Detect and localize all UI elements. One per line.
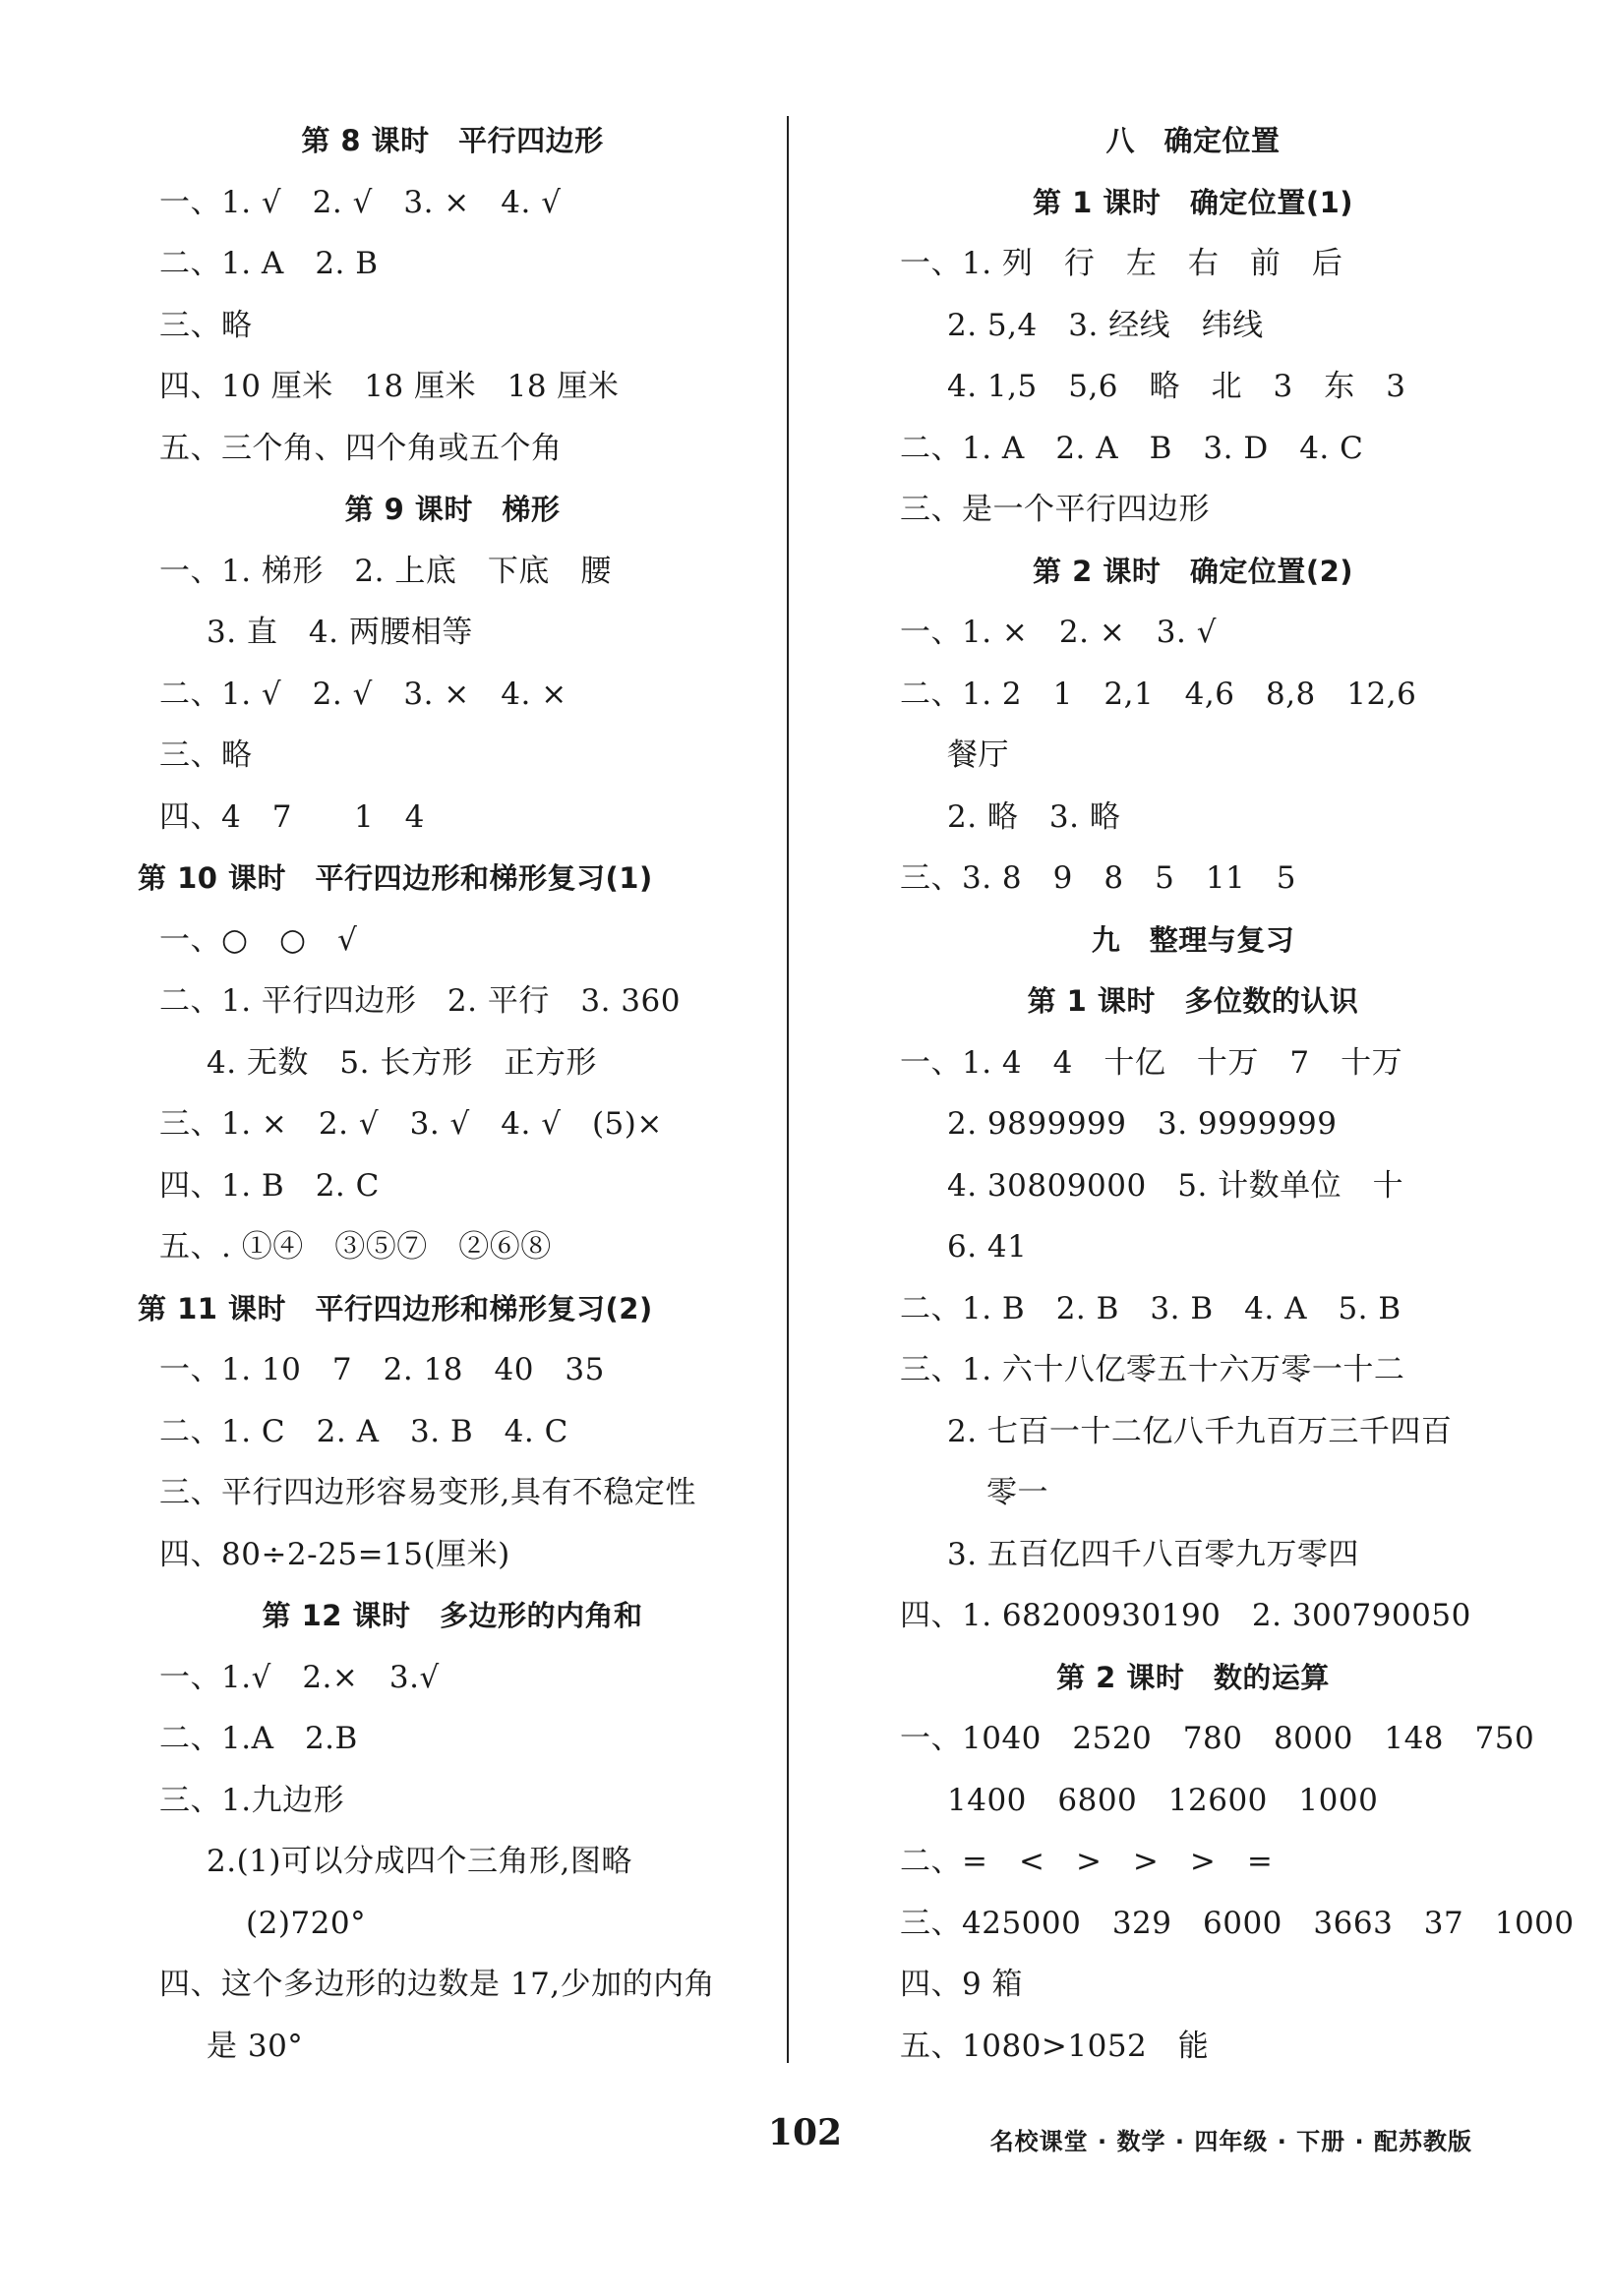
answer-line: 二、1. C 2. A 3. B 4. C: [159, 1413, 568, 1449]
section-heading: 八 确定位置: [1105, 124, 1281, 157]
section-heading: 九 整理与复习: [1091, 922, 1295, 957]
section-heading: 第 2 课时 数的运算: [1056, 1660, 1330, 1694]
left-column: [138, 110, 767, 2077]
answer-line: 一、1. × 2. × 3. √: [900, 615, 1217, 650]
answer-line: 一、1. 4 4 十亿 十万 7 十万: [900, 1044, 1403, 1081]
answer-line: 2. 9899999 3. 9999999: [947, 1106, 1338, 1142]
answer-line: 三、1. × 2. √ 3. √ 4. √ (5)×: [159, 1106, 663, 1142]
answer-line: 6. 41: [947, 1229, 1028, 1265]
answer-line: 二、1. 2 1 2,1 4,6 8,8 12,6: [900, 676, 1417, 712]
answer-line: 二、1. A 2. B: [159, 246, 379, 281]
answer-line: 4. 30809000 5. 计数单位 十: [947, 1167, 1404, 1204]
answer-line: 2.(1)可以分成四个三角形,图略: [207, 1844, 632, 1879]
section-heading: 第 2 课时 确定位置(2): [1032, 554, 1354, 588]
answer-line: 一、1. √ 2. √ 3. × 4. √: [159, 184, 562, 220]
answer-line: 2. 略 3. 略: [947, 798, 1121, 835]
answer-line: 二、= < > > > =: [900, 1844, 1274, 1879]
answer-line: 3. 五百亿四千八百零九万零四: [947, 1536, 1359, 1572]
answer-line: 一、1.√ 2.× 3.√: [159, 1659, 440, 1695]
answer-line: 4. 1,5 5,6 略 北 3 东 3: [947, 369, 1406, 404]
section-heading: 第 8 课时 平行四边形: [301, 124, 604, 157]
answer-line: 三、1.九边形: [159, 1782, 345, 1818]
answer-line: 二、1. A 2. A B 3. D 4. C: [900, 430, 1364, 466]
footer-title: 名校课堂 · 数学 · 四年级 · 下册 · 配苏教版: [989, 2128, 1472, 2155]
answer-line: 一、1. 10 7 2. 18 40 35: [159, 1352, 605, 1387]
answer-line: 四、1. B 2. C: [159, 1167, 380, 1204]
answer-line: 三、3. 8 9 8 5 11 5: [900, 860, 1296, 896]
answer-line: 五、. ①④ ③⑤⑦ ②⑥⑧: [159, 1229, 552, 1265]
answer-line: 一、1. 列 行 左 右 前 后: [900, 246, 1343, 281]
answer-line: 一、1040 2520 780 8000 148 750: [900, 1721, 1535, 1756]
section-heading: 第 10 课时 平行四边形和梯形复习(1): [138, 861, 653, 895]
answer-line: 一、1. 梯形 2. 上底 下底 腰: [159, 553, 612, 589]
answer-line: 餐厅: [947, 737, 1009, 773]
answer-line: 四、这个多边形的边数是 17,少加的内角: [159, 1967, 716, 2002]
answer-line: 4. 无数 5. 长方形 正方形: [207, 1044, 597, 1081]
answer-line: 四、9 箱: [900, 1967, 1024, 2002]
answer-line: 五、三个角、四个角或五个角: [159, 430, 563, 466]
answer-line: 二、1. B 2. B 3. B 4. A 5. B: [900, 1290, 1401, 1326]
section-heading: 第 1 课时 确定位置(1): [1032, 185, 1354, 219]
answer-line: 三、1. 六十八亿零五十六万零一十二: [900, 1352, 1405, 1387]
answer-line: 一、○ ○ √: [159, 921, 358, 958]
section-heading: 第 12 课时 多边形的内角和: [262, 1599, 643, 1632]
section-heading: 第 1 课时 多位数的认识: [1027, 984, 1359, 1018]
answer-line: 三、略: [159, 737, 253, 773]
answer-line: 五、1080>1052 能: [900, 2028, 1210, 2064]
answer-line: 三、略: [159, 307, 253, 343]
answer-line: 三、是一个平行四边形: [900, 492, 1210, 527]
answer-line: 零一: [986, 1475, 1048, 1510]
answer-line: 二、1. 平行四边形 2. 平行 3. 360: [159, 983, 681, 1019]
answer-line: 3. 直 4. 两腰相等: [207, 615, 473, 650]
answer-line: 是 30°: [207, 2028, 304, 2064]
answer-line: (2)720°: [246, 1905, 367, 1941]
answer-line: 四、80÷2-25=15(厘米): [159, 1536, 510, 1572]
answer-line: 四、1. 68200930190 2. 300790050: [900, 1598, 1471, 1633]
column-divider: [787, 116, 789, 2063]
answer-line: 二、1.A 2.B: [159, 1721, 358, 1756]
right-column: [878, 110, 1575, 2077]
answer-line: 2. 七百一十二亿八千九百万三千四百: [947, 1413, 1453, 1449]
section-heading: 第 9 课时 梯形: [344, 493, 561, 526]
answer-line: 四、10 厘米 18 厘米 18 厘米: [159, 369, 620, 404]
answer-line: 四、4 7 1 4: [159, 798, 425, 835]
answer-line: 二、1. √ 2. √ 3. × 4. ×: [159, 676, 567, 712]
section-heading: 第 11 课时 平行四边形和梯形复习(2): [138, 1291, 653, 1325]
answer-line: 1400 6800 12600 1000: [947, 1782, 1379, 1818]
page-number: 102: [767, 2112, 843, 2153]
answer-line: 2. 5,4 3. 经线 纬线: [947, 307, 1264, 343]
answer-line: 三、425000 329 6000 3663 37 1000: [900, 1905, 1575, 1941]
answer-line: 三、平行四边形容易变形,具有不稳定性: [159, 1475, 696, 1510]
